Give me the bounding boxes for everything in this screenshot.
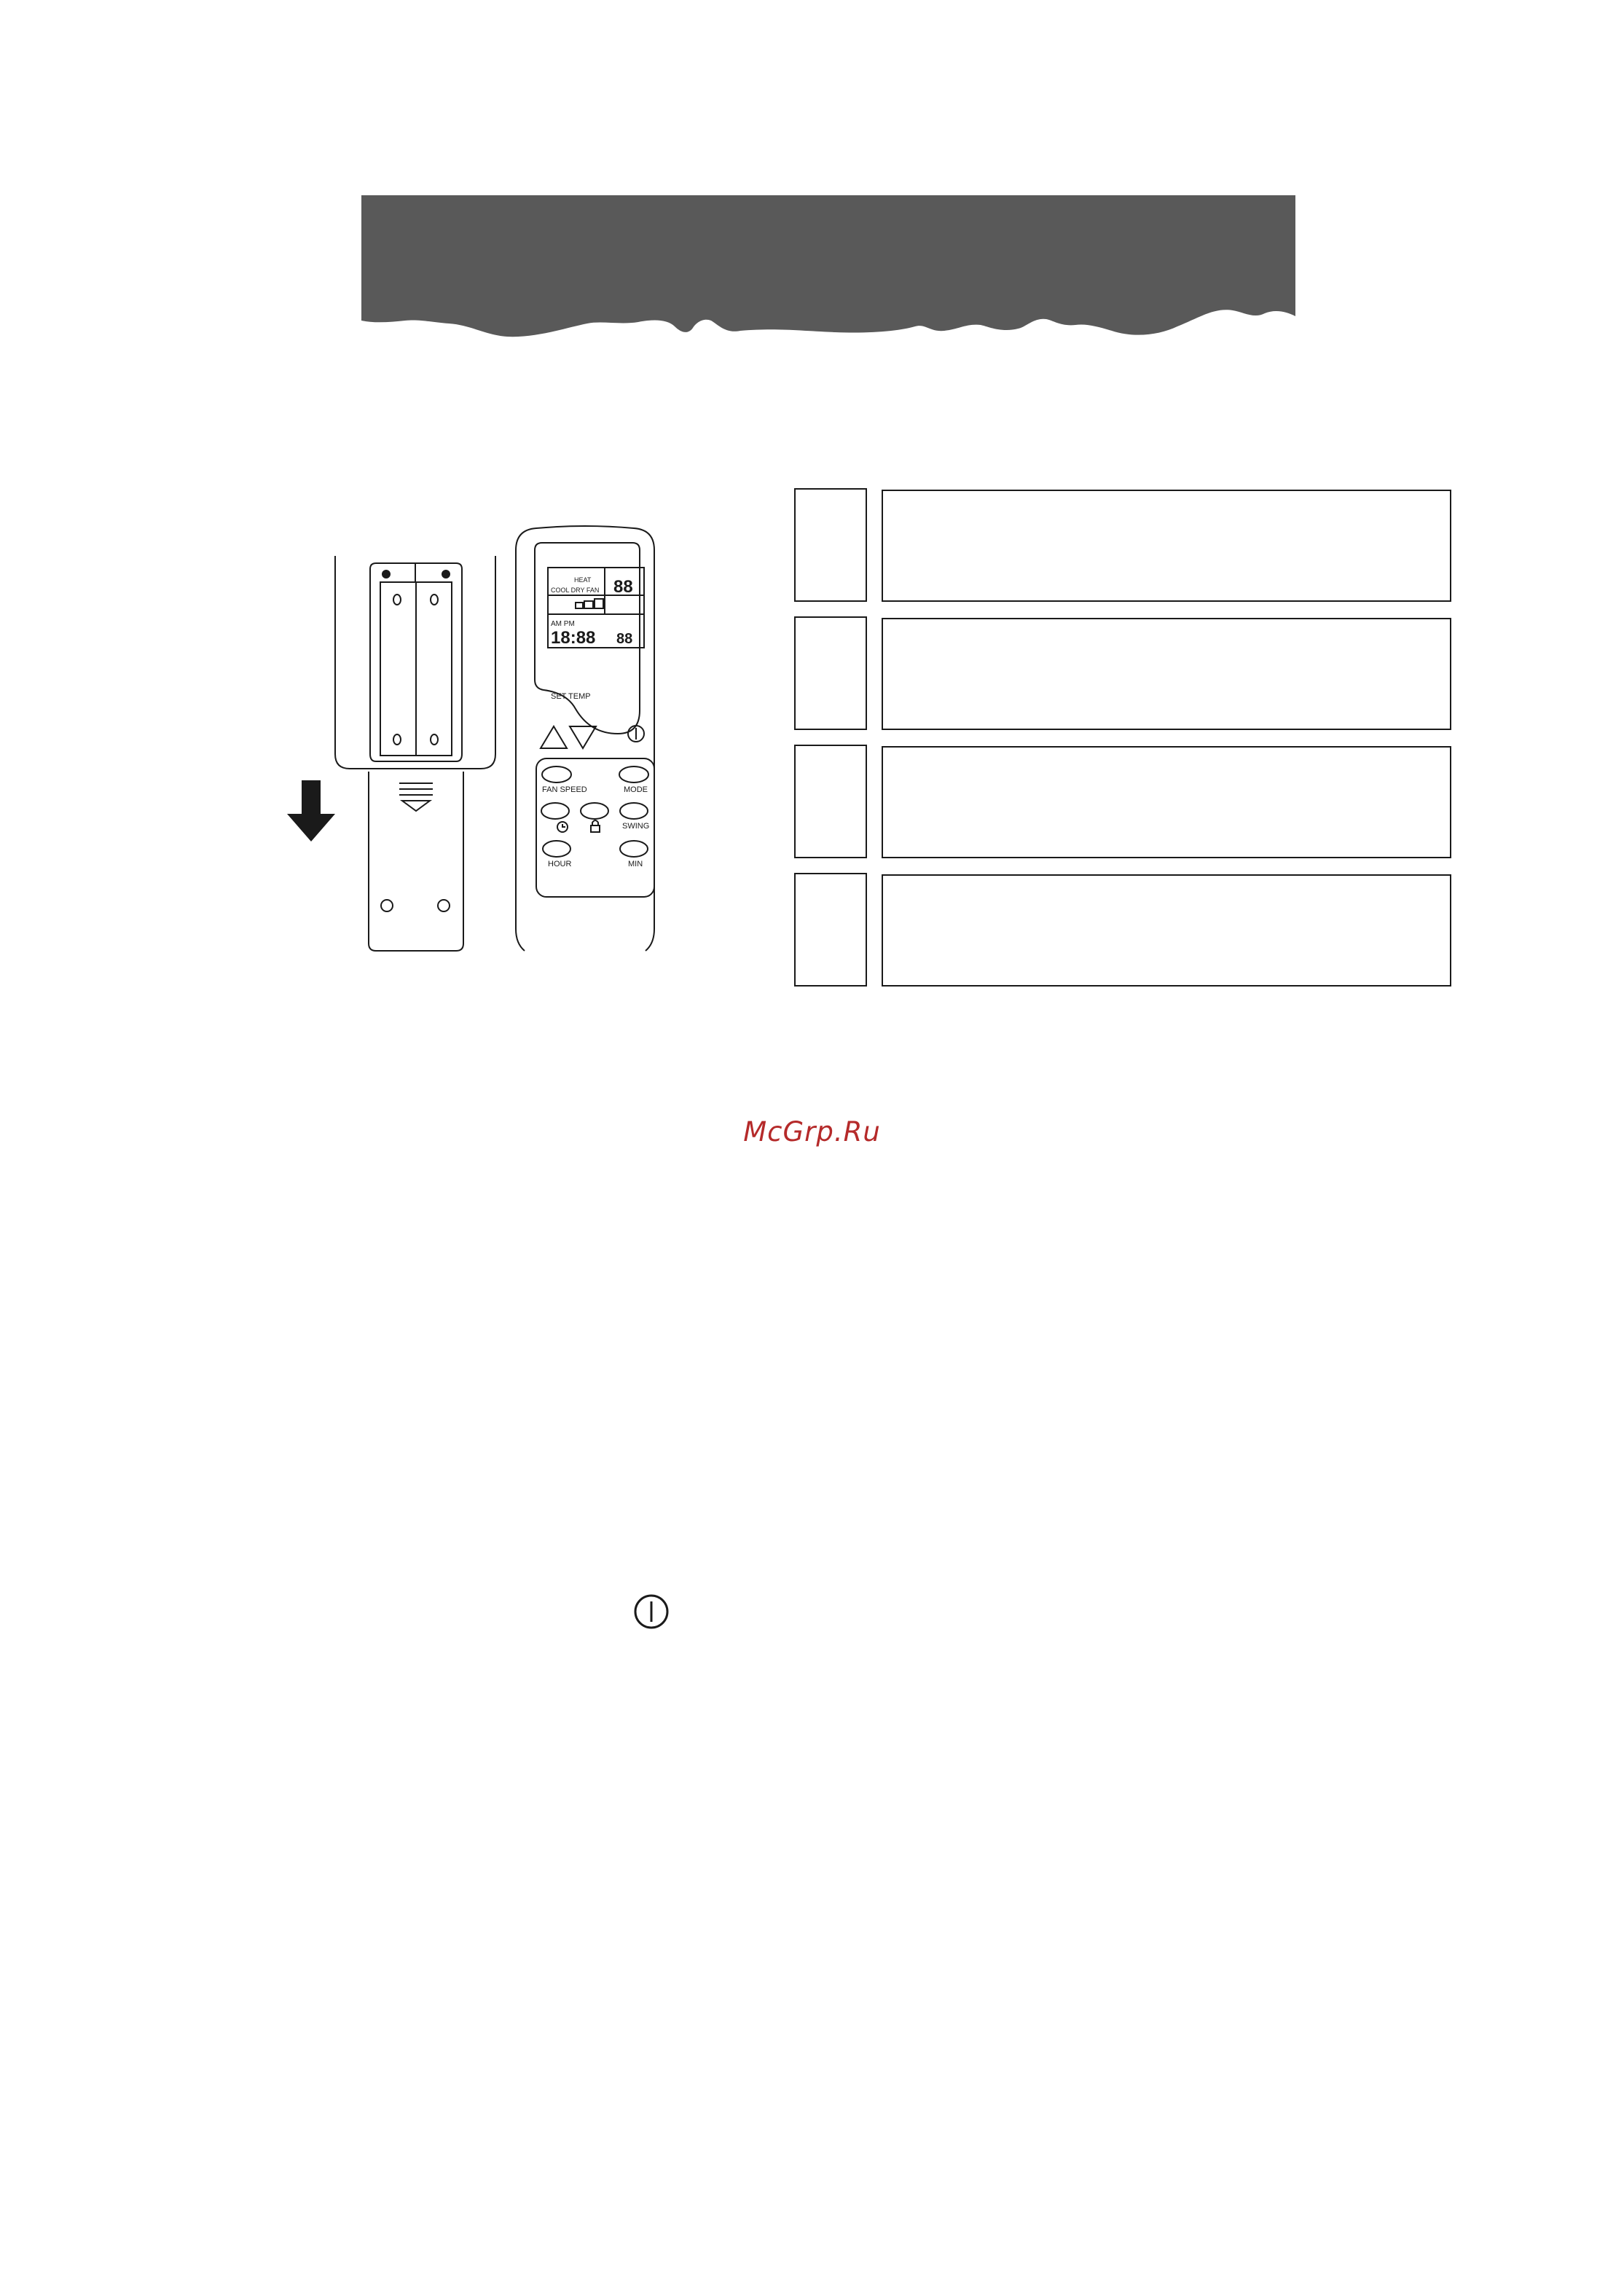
mode-button[interactable] <box>619 766 648 783</box>
header-banner <box>361 195 1295 341</box>
mode-label: MODE <box>624 785 648 794</box>
swing-label: SWING <box>622 822 650 831</box>
watermark-text: McGrp.Ru <box>743 1116 881 1148</box>
hour-button[interactable] <box>543 841 570 857</box>
arrow-down-icon <box>287 780 335 842</box>
row-2-number-cell <box>794 616 867 730</box>
banner-shape <box>361 195 1295 337</box>
fan-speed-button[interactable] <box>542 766 571 783</box>
row-4-number-cell <box>794 873 867 987</box>
row-4-description-cell <box>882 874 1451 987</box>
set-temp-label: SET TEMP <box>551 692 591 701</box>
battery-cover <box>369 772 463 951</box>
lcd-modes-label: COOL DRY FAN <box>551 587 600 594</box>
swing-button[interactable] <box>620 803 648 819</box>
hour-label: HOUR <box>548 860 572 868</box>
triangle-down-button[interactable] <box>570 726 596 748</box>
row-3-description-cell <box>882 746 1451 858</box>
lcd-set-temp-readout: 88 <box>613 577 633 597</box>
row-3-number-cell <box>794 745 867 858</box>
triangle-up-button[interactable] <box>541 726 567 748</box>
timer-button[interactable] <box>541 803 569 819</box>
lcd-room-temp-readout: 88 <box>616 631 633 647</box>
lock-icon <box>591 825 600 832</box>
lcd-ampm-label: AM PM <box>551 620 575 628</box>
min-button[interactable] <box>620 841 648 857</box>
remote-back-view <box>335 556 495 951</box>
row-1-number-cell <box>794 488 867 602</box>
remote-illustration <box>284 521 692 958</box>
min-label: MIN <box>628 860 643 868</box>
power-icon <box>632 1593 670 1631</box>
lcd-clock-readout: 18:88 <box>551 628 596 648</box>
row-2-description-cell <box>882 618 1451 730</box>
lock-button[interactable] <box>581 803 608 819</box>
fan-speed-label: FAN SPEED <box>542 785 587 794</box>
lcd-heat-label: HEAT <box>574 576 592 584</box>
row-1-description-cell <box>882 490 1451 602</box>
